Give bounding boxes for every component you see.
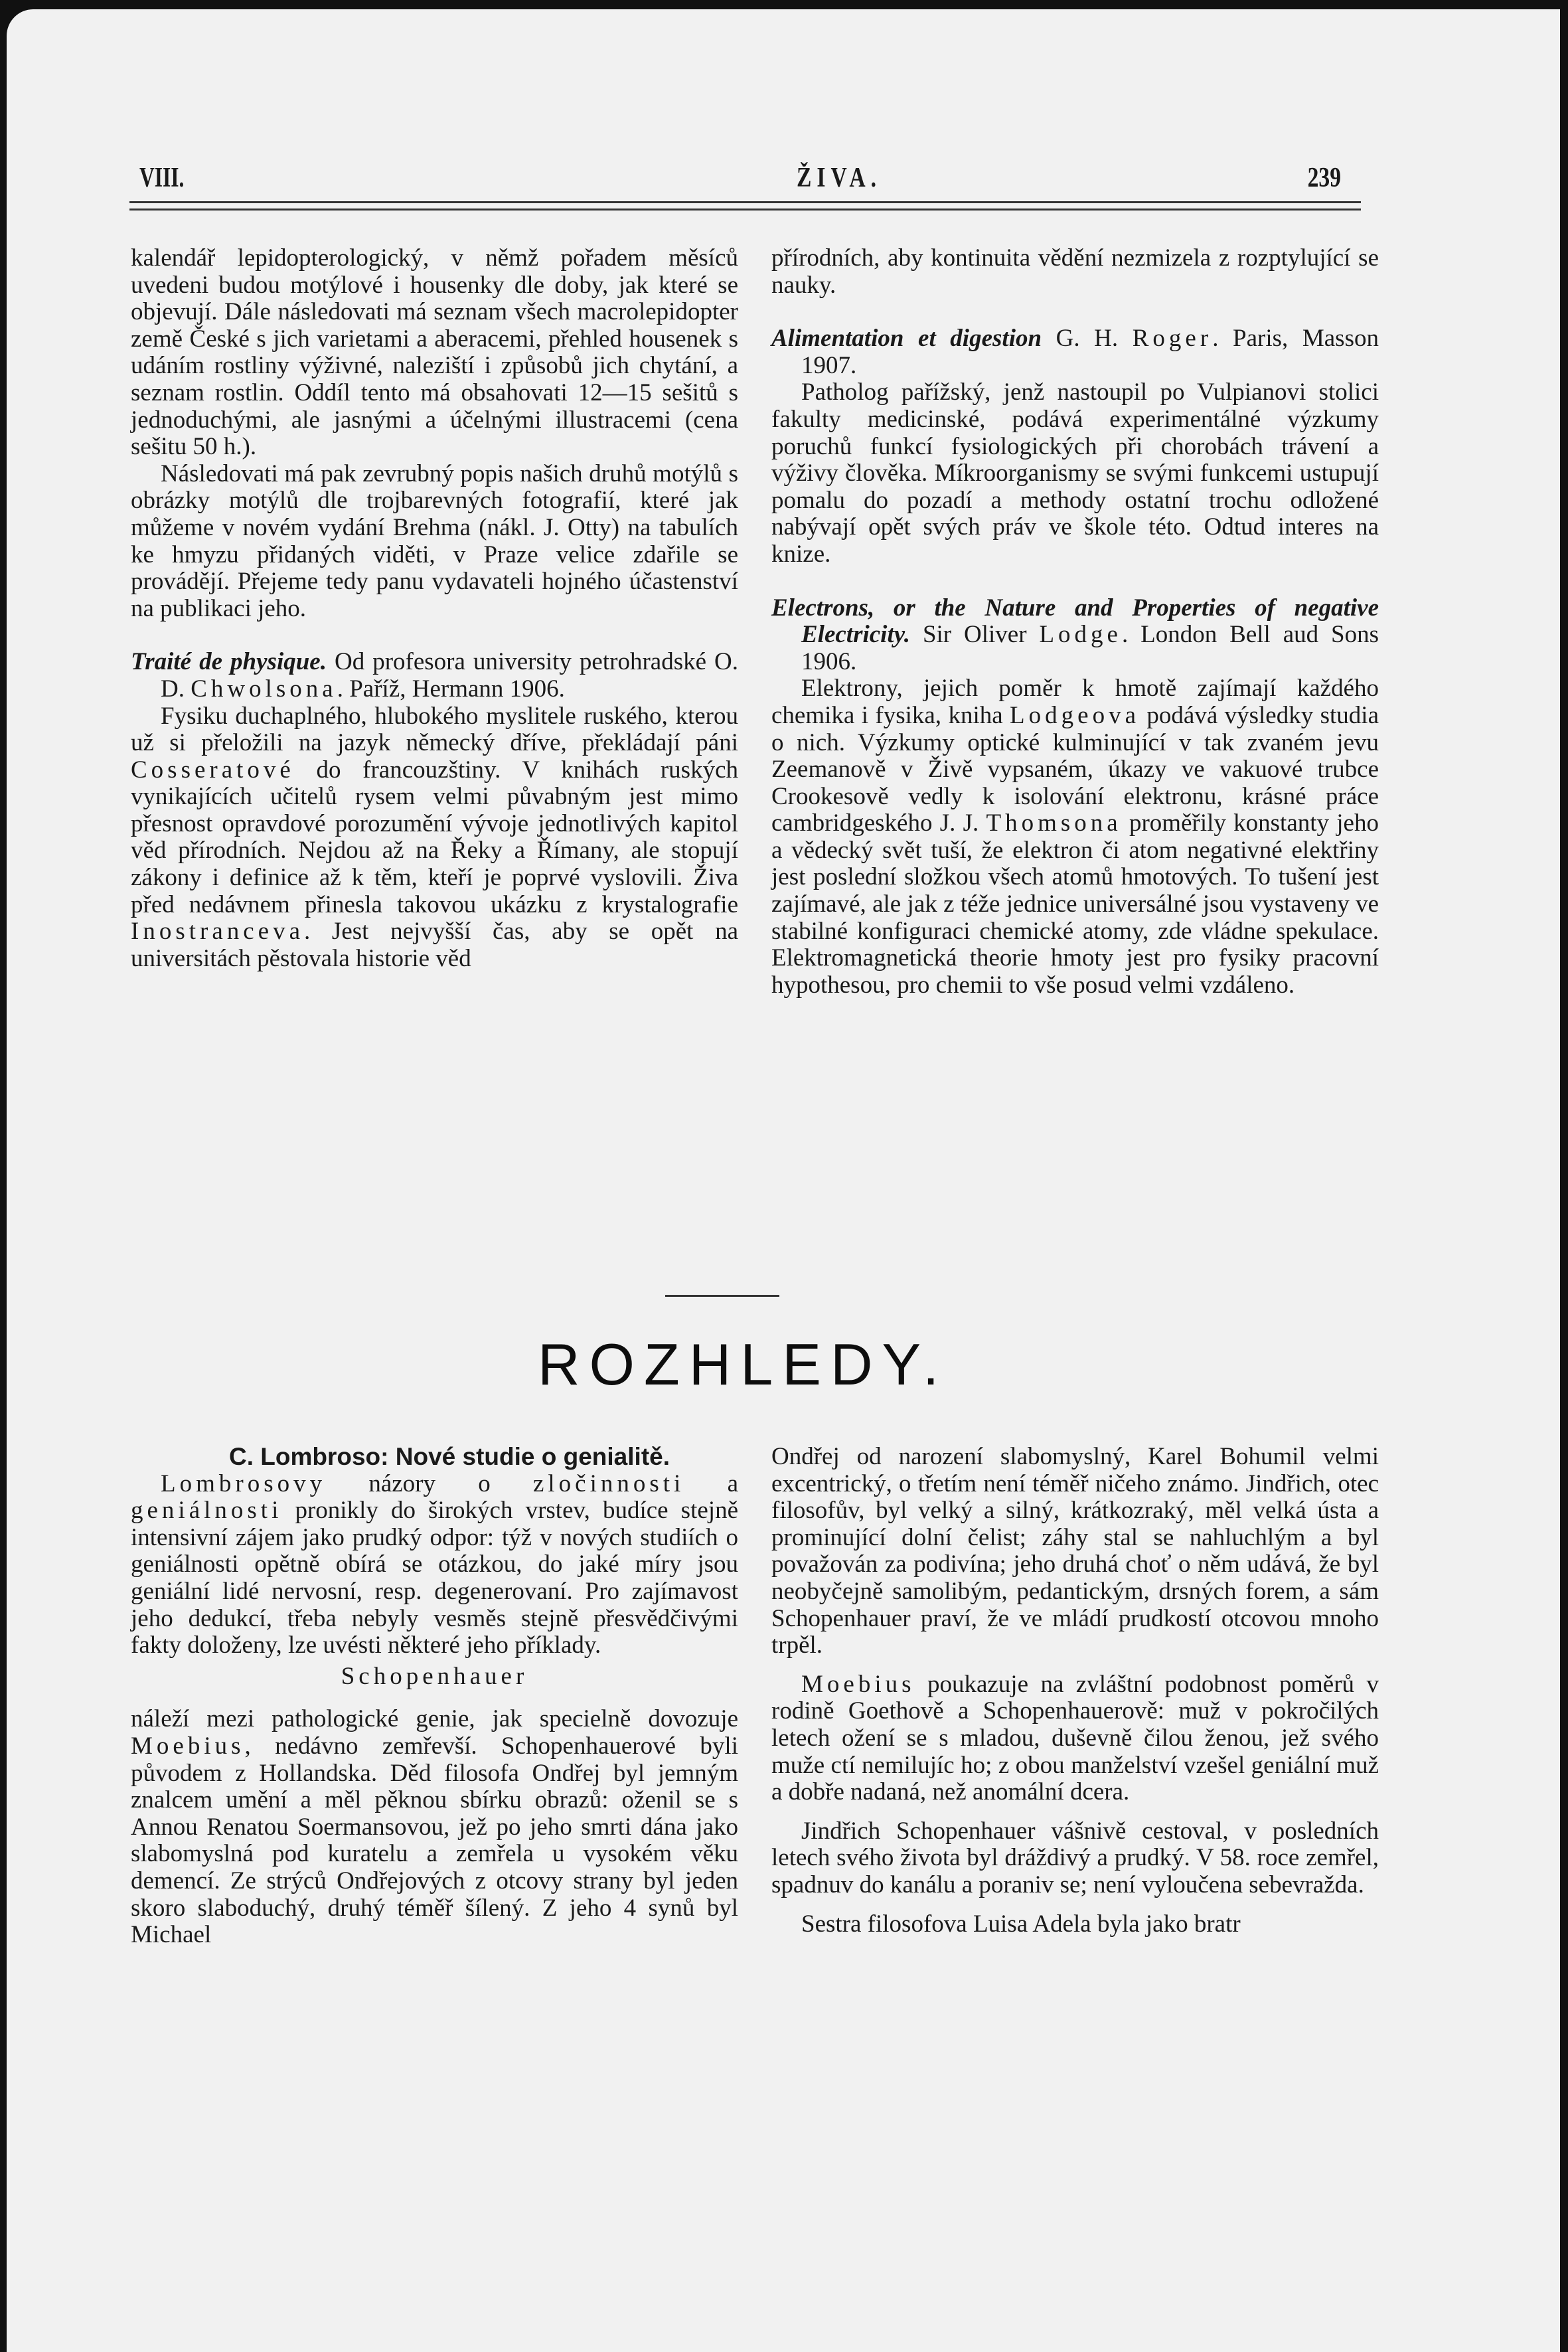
entry-text: G. H. [1042, 325, 1133, 353]
author-name: Chwolsona [191, 675, 337, 703]
right-column-bottom [771, 1444, 1379, 1938]
header-double-rule [129, 201, 1361, 210]
entry-text: . London Bell aud Sons 1906. [801, 621, 1379, 675]
person-name: Inostranceva [131, 918, 305, 946]
spacer [771, 1659, 1379, 1671]
journal-title: ŽIVA. [797, 163, 882, 193]
book-entry [771, 595, 1379, 676]
person-name: Thomsona [986, 809, 1122, 837]
text-run: názory o [326, 1470, 533, 1497]
subheading: Schopenhauer [341, 1662, 528, 1690]
text-run: náleží mezi pathologické genie, jak specielně dovozuje [131, 1705, 738, 1733]
spacer [771, 1806, 1379, 1818]
section-divider [665, 1295, 779, 1297]
author-name: Roger [1132, 325, 1213, 353]
paragraph [131, 703, 738, 973]
book-title: Traité de physique. [131, 648, 327, 676]
text-run: poukazuje na zvláštní podobnost poměrů v rodině Goethově a Schopenhauerově: muž v pokročilých letech ožení se s mladou, duševně čilou ženou, jež svého muže ctí nemilujíc ho; z obou manželství vzešel geniální muž a dobře nadaná, než anomální dcera. [771, 1670, 1379, 1806]
right-column-top [771, 245, 1379, 999]
person-name: Cosseratové [131, 756, 295, 784]
spaced-word: Lombrosovy [161, 1470, 327, 1497]
spaced-word: geniálnosti [131, 1497, 283, 1525]
person-name: Lodgeova [1010, 701, 1140, 729]
paragraph: Patholog pařížský, jenž nastoupil po Vulpianovi stolici fakulty medicinské, podává experimentálné výzkumy poruchů funkcí fysiologických při chorobách trávení a výživy člověka. Míkroorganismy se svými funkcemi ustupují pomalu do pozadí a methody ostatní trochu odložené nabývají opět svých práv ve škole této. Odtud interes na knize. [771, 378, 1379, 568]
text-run: proměřily konstanty jeho a vědecký svět tuší, že elektron či atom negativné elektřiny jest poslední složkou všech atomů hmotových. To tušení jest zajímavé, ale jak z téže jednice universálné jsou vystaveny ve stabilné konfiguraci chemické atomy, zde vládne spekulace. Elektromagnetická theorie hmoty jest pro fysiky pracovní hypothesou, pro chemii to vše posud velmi vzdáleno. [771, 809, 1379, 999]
text-run: Fysiku duchaplného, hlubokého myslitele ruského, kterou už si přeložili na jazyk německý dříve, překládají páni [131, 702, 738, 757]
scanned-page [7, 9, 1560, 2352]
person-name: Moebius [131, 1732, 245, 1760]
section-heading: ROZHLEDY. [538, 1331, 949, 1397]
paragraph [771, 1671, 1379, 1806]
entry-text: . Paříž, Hermann 1906. [337, 675, 565, 703]
entry-text: . Paris, Masson 1907. [801, 325, 1379, 379]
paragraph [131, 1706, 738, 1948]
text-run: do francouzštiny. V knihách ruských vynikajících učitelů rysem velmi půvabným jest mimo přesnost opravdové porozumění vývoje jednotlivých kapitol věd přírodních. Nejdou až na Řeky a Římany, ale stopují zákony i definice až k těm, kteří je poprvé vyslovili. Živa před nedávnem přinesla takovou ukázku z krystalografie [131, 756, 738, 918]
paragraph [131, 1471, 738, 1659]
spacer [771, 568, 1379, 595]
author-name: Lodge [1039, 621, 1122, 649]
left-column-top [131, 245, 738, 972]
spaced-word: zločinnosti [532, 1470, 685, 1497]
paragraph: Následovati má pak zevrubný popis našich druhů motýlů s obrázky motýlů dle trojbarevných fotografií, které jak můžeme v novém vydání Brehma (nákl. J. Otty) na tabulích ke hmyzu přidaných viděti, v Praze velice zdařile se provádějí. Přejeme tedy panu vydavateli hojného účastenství na publikaci jeho. [131, 460, 738, 622]
volume-number: VIII. [139, 163, 185, 193]
paragraph: přírodních, aby kontinuita vědění nezmizela z rozptylující se nauky. [771, 244, 1379, 299]
text-run: podává výsledky studia o nich. Výzkumy optické kulminující v tak zvaném jevu Zeemanově v Živě vypsaném, úkazy ve vakuové trubce Crookesově vedly k isolování elektronu, krásné práce cambridgeského J. J. [771, 701, 1379, 837]
paragraph: Jindřich Schopenhauer vášnivě cestoval, v posledních letech svého života byl dráždivý a prudký. V 58. roce zemřel, spadnuv do kanálu a poraniv se; není vyloučena sebevražda. [771, 1817, 1379, 1898]
text-run: . Jest nejvyšší čas, aby se opět na universitách pěstovala historie věd [131, 918, 738, 972]
book-entry [131, 649, 738, 703]
entry-text: Od profesora university petrohradské O. D. [161, 648, 738, 703]
left-column-bottom [131, 1444, 738, 1949]
entry-text: Sir Oliver [910, 621, 1040, 649]
spacer [771, 299, 1379, 325]
book-title: Alimentation et digestion [771, 325, 1042, 353]
text-run: pronikly do širokých vrstev, budíce stejně intensivní zájem jako prudký odpor: týž v nových studiích o geniálnosti opětně obírá se otázkou, do jaké míry jsou geniální lidé nervosní, resp. degenerovaní. Pro zajímavost jeho dedukcí, třeba nebyly vesměs stejně přesvědčivými fakty doloženy, lze uvésti některé jeho příklady. [131, 1497, 738, 1659]
spacer [131, 622, 738, 649]
text-run: a [684, 1470, 738, 1497]
book-title: Electrons, or the Nature and Properties of negative Electricity. [771, 594, 1379, 649]
paragraph: Ondřej od narození slabomyslný, Karel Bohumil velmi excentrický, o třetím není téměř ničeho známo. Jindřich, otec filosofův, byl velký a silný, krátkozraký, měl velká ústa a prominující dolní čelist; záhy stal se nahluchlým a byl považován za podivína; jeho druhá choť o něm udává, že byl neobyčejně samolibým, pedantickým, drsných forem, a sám Schopenhauer praví, že ve mládí prudkostí otcovou mnoho trpěl. [771, 1443, 1379, 1659]
paragraph: Sestra filosofova Luisa Adela byla jako bratr [801, 1910, 1241, 1938]
spacer [771, 1899, 1379, 1911]
text-run: , nedávno zemřevší. Schopenhauerové byli původem z Hollandska. Děd filosofa Ondřej byl jemným znalcem umění a měl pěknou sbírku obrazů: oženil se s Annou Renatou Soermansovou, jež po jeho smrti dána jako slabomyslná pod kuratelu a zemřela u vysokém věku demencí. Ze strýců Ondřejových z otcovy strany byl jeden skoro slaboduchý, druhý téměř šílený. Z jeho 4 synů byl Michael [131, 1732, 738, 1949]
text-run: Elektrony, jejich poměr k hmotě zajímají každého chemika i fysika, kniha [771, 675, 1379, 729]
page-number: 239 [1307, 163, 1341, 193]
paragraph: kalendář lepidopterologický, v němž pořadem měsíců uvedeni budou motýlové i housenky dle doby, jak které se objevují. Dále následovati má seznam všech macrolepidopter země České s jich varietami a aberacemi, přehled housenek s udáním rostliny výživné, naleziští i způsobů jich chytání, a seznam rostlin. Oddíl tento má obsahovati 12—15 sešitů s jednoduchými, ale jasnými a účelnými illustracemi (cena sešitu 50 h.). [131, 244, 738, 461]
article-title: C. Lombroso: Nové studie o genialitě. [228, 1443, 670, 1470]
book-entry [771, 325, 1379, 379]
paragraph [771, 675, 1379, 999]
running-header [139, 157, 1341, 203]
person-name: Moebius [801, 1670, 915, 1698]
